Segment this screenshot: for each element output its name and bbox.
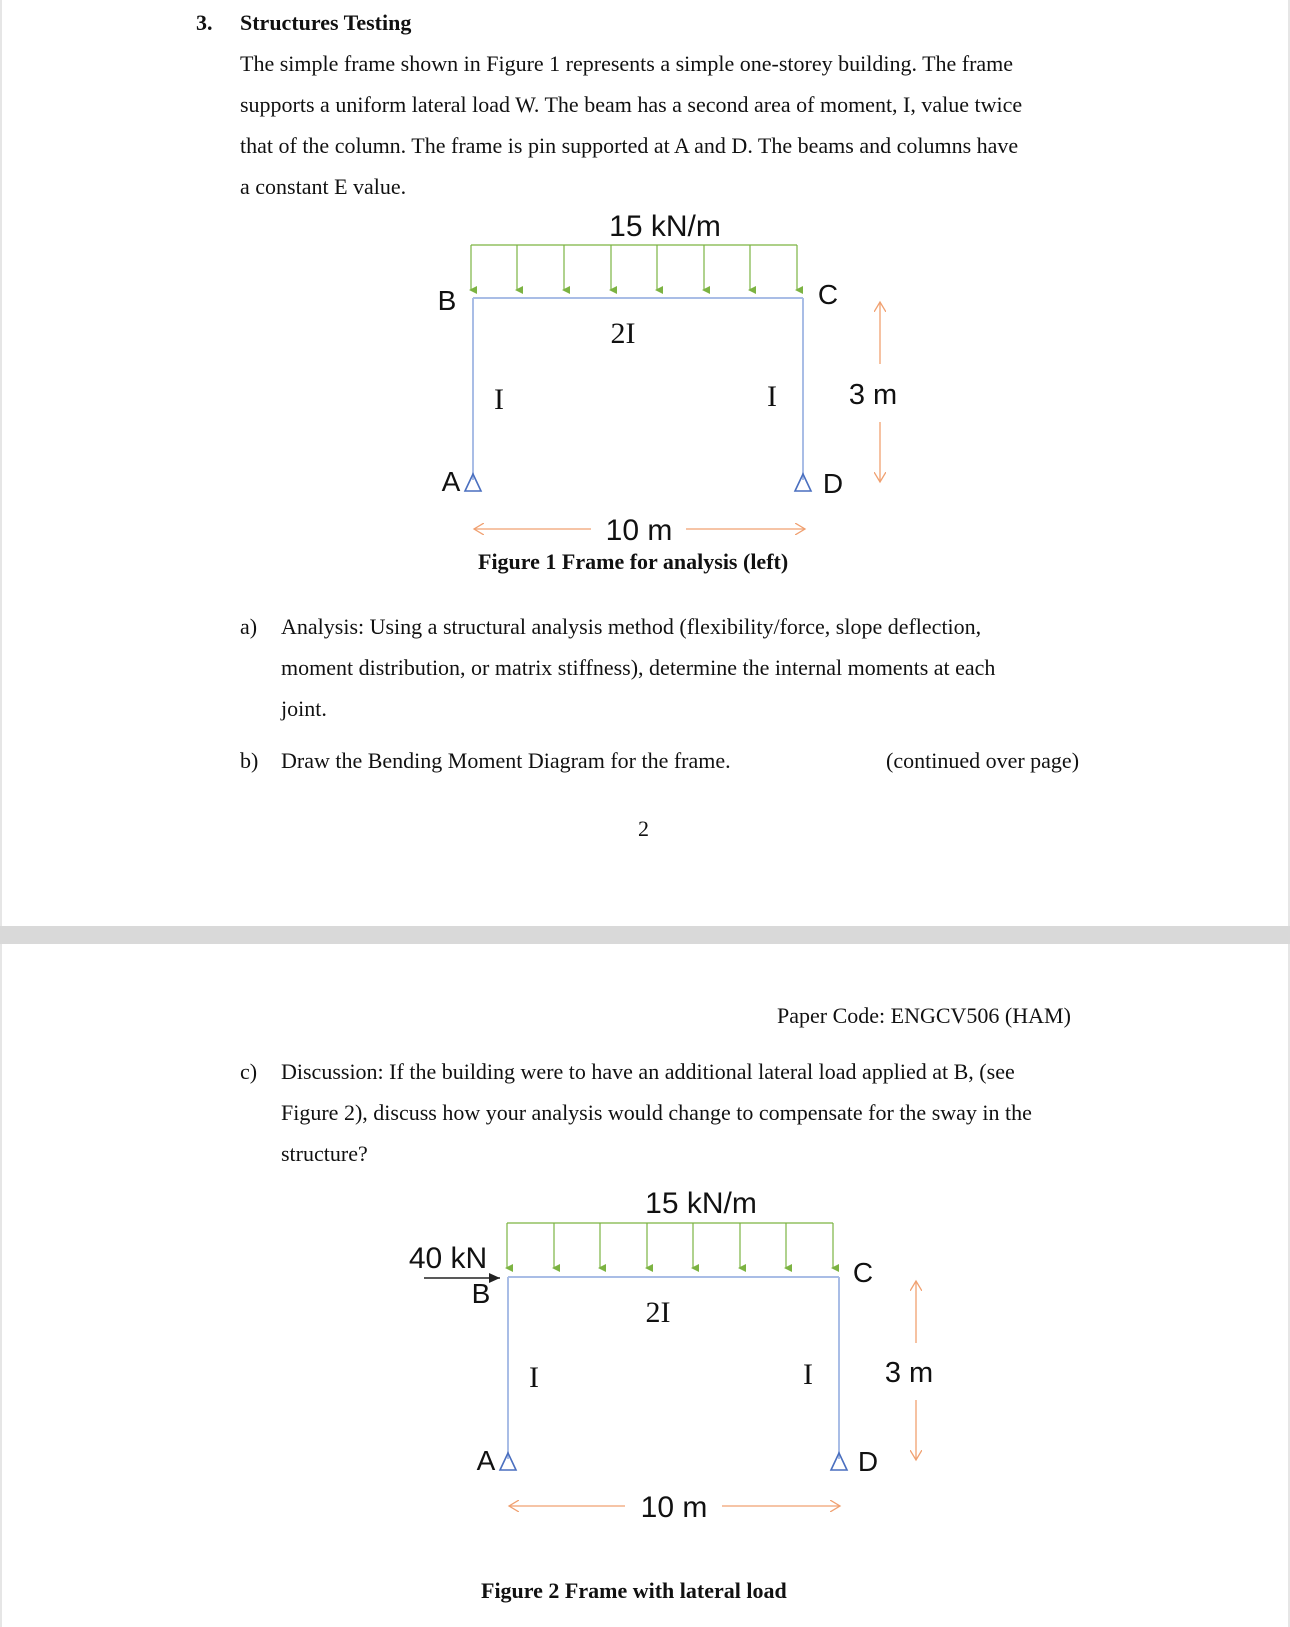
fig2-lateral-load-label: 40 kN <box>408 1242 488 1275</box>
part-b-text: Draw the Bending Moment Diagram for the frame. <box>281 748 731 773</box>
fig2-joint-c: C <box>852 1257 874 1288</box>
fig2-joint-d: D <box>857 1446 879 1477</box>
fig1-joint-c: C <box>817 279 839 310</box>
part-c-line-2: Figure 2), discuss how your analysis would change to compensate for the sway in the <box>281 1100 1032 1125</box>
fig2-load-label: 15 kN/m <box>645 1187 757 1220</box>
fig1-height-label: 3 m <box>848 379 898 411</box>
part-a-line-3: joint. <box>281 696 327 721</box>
fig1-right-column-inertia: I <box>767 380 777 413</box>
figure-1-caption: Figure 1 Frame for analysis (left) <box>478 549 789 574</box>
intro-line-1: The simple frame shown in Figure 1 represents a simple one-storey building. The frame <box>240 51 1014 76</box>
fig1-distributed-load <box>471 245 797 290</box>
fig1-span-label: 10 m <box>605 514 673 547</box>
part-a-marker: a) <box>240 614 258 639</box>
fig2-frame <box>508 1277 839 1459</box>
page-separator <box>0 926 1290 944</box>
fig2-left-column-inertia: I <box>529 1361 539 1394</box>
fig1-load-label: 15 kN/m <box>609 210 721 243</box>
part-a-line-2: moment distribution, or matrix stiffness), determine the internal moments at each <box>281 655 996 680</box>
fig2-height-label: 3 m <box>884 1357 934 1389</box>
figure-2-frame-diagram <box>2 944 1290 1627</box>
fig1-joint-d: D <box>822 468 844 499</box>
page-number: 2 <box>638 816 649 841</box>
continued-note: (continued over page) <box>886 748 1080 773</box>
fig2-right-column-inertia: I <box>803 1358 813 1391</box>
fig2-joint-a: A <box>476 1445 496 1476</box>
fig2-distributed-load <box>507 1223 833 1268</box>
fig1-left-column-inertia: I <box>494 383 504 416</box>
figure-1-frame-diagram <box>2 0 1290 926</box>
question-number: 3. <box>196 10 213 35</box>
fig2-joint-b: B <box>471 1278 491 1309</box>
intro-line-3: that of the column. The frame is pin supported at A and D. The beams and columns have <box>240 133 1019 158</box>
fig2-span-label: 10 m <box>640 1491 708 1524</box>
fig1-frame <box>473 298 803 480</box>
fig1-joint-b: B <box>437 285 457 316</box>
figure-2-caption: Figure 2 Frame with lateral load <box>481 1578 787 1603</box>
part-c-line-1: Discussion: If the building were to have an additional lateral load applied at B, (see <box>281 1059 1015 1084</box>
fig2-beam-inertia: 2I <box>645 1296 671 1329</box>
question-title: Structures Testing <box>240 10 412 35</box>
intro-line-2: supports a uniform lateral load W. The beam has a second area of moment, I, value twice <box>240 92 1023 117</box>
part-c-line-3: structure? <box>281 1141 368 1166</box>
fig1-joint-a: A <box>441 466 461 497</box>
part-a-line-1: Analysis: Using a structural analysis method (flexibility/force, slope deflection, <box>281 614 982 639</box>
fig1-beam-inertia: 2I <box>610 317 636 350</box>
intro-line-4: a constant E value. <box>240 174 407 199</box>
part-b-marker: b) <box>240 748 259 773</box>
page-2 <box>0 944 1290 1627</box>
part-c-marker: c) <box>240 1059 258 1084</box>
paper-code: Paper Code: ENGCV506 (HAM) <box>777 1003 1071 1028</box>
